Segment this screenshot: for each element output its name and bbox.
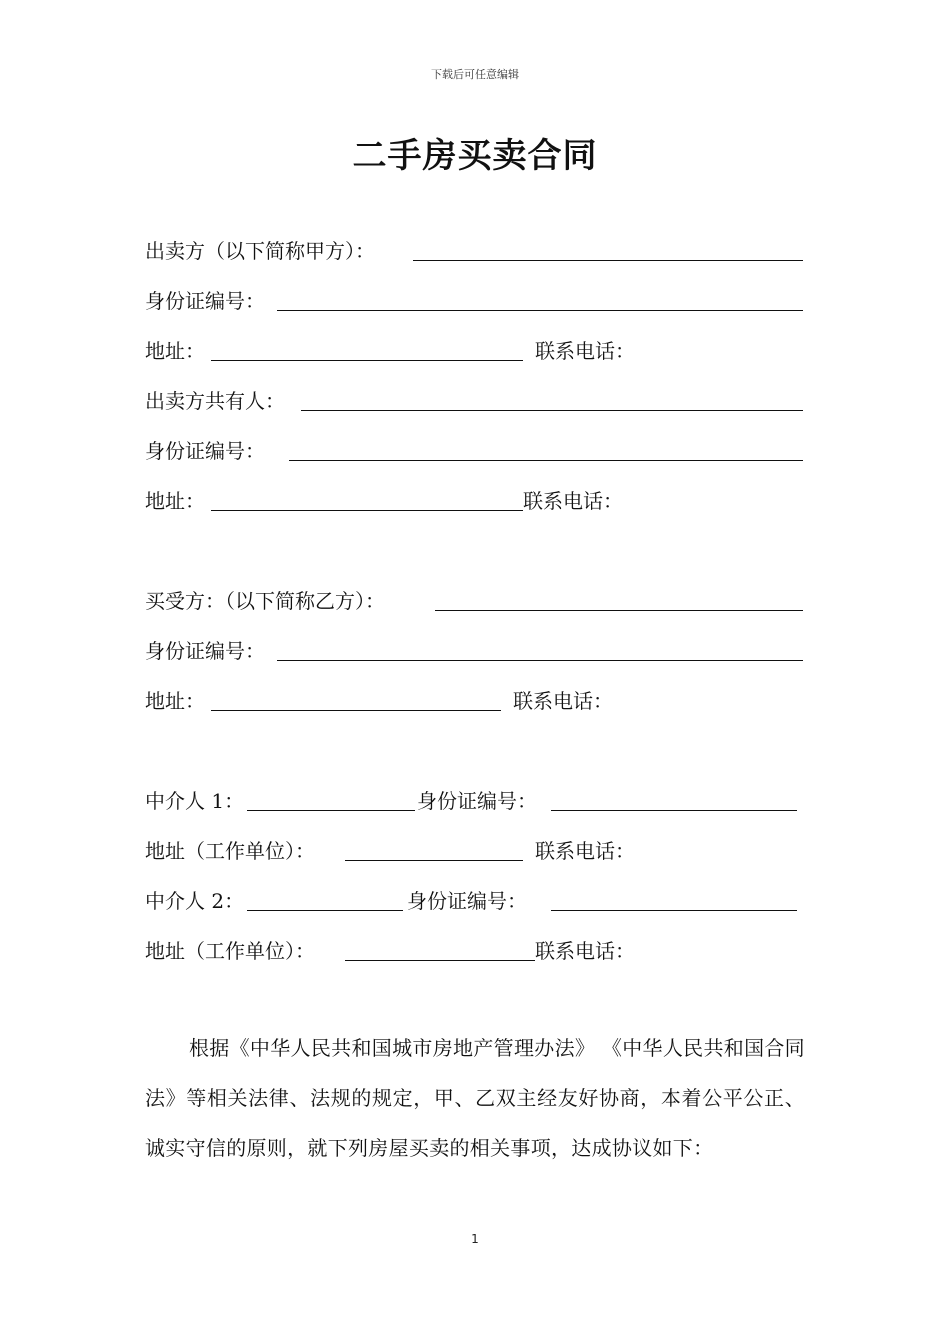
agent1-address-label: 地址（工作单位）： bbox=[145, 839, 315, 863]
buyer-phone-label: 联系电话： bbox=[513, 689, 613, 713]
seller-label: 出卖方（以下简称甲方）： bbox=[145, 239, 375, 263]
document-title: 二手房买卖合同 bbox=[352, 136, 598, 176]
buyer-label: 买受方：（以下简称乙方）： bbox=[145, 589, 385, 613]
agent2-address-field[interactable] bbox=[345, 960, 535, 961]
seller-id-field[interactable] bbox=[277, 310, 803, 311]
coowner-name-field[interactable] bbox=[301, 410, 803, 411]
agent1-id-field[interactable] bbox=[551, 810, 797, 811]
coowner-label: 出卖方共有人： bbox=[145, 389, 285, 413]
agent2-id-field[interactable] bbox=[551, 910, 797, 911]
seller-address-label: 地址： bbox=[145, 339, 205, 363]
agent2-address-label: 地址（工作单位）： bbox=[145, 939, 315, 963]
header-note: 下载后可任意编辑 bbox=[431, 68, 519, 81]
agent2-label: 中介人 2： bbox=[145, 889, 245, 913]
page-number: 1 bbox=[471, 1232, 479, 1246]
intro-paragraph: 根据《中华人民共和国城市房地产管理办法》 《中华人民共和国合同法》等相关法律、法规的规定，甲、乙双主经友好协商，本着公平公正、诚实守信的原则，就下列房屋买卖的相关事项，达成协议如下： bbox=[145, 1036, 805, 1160]
buyer-address-field[interactable] bbox=[211, 710, 501, 711]
seller-address-field[interactable] bbox=[211, 360, 523, 361]
agent2-phone-label: 联系电话： bbox=[535, 939, 635, 963]
seller-phone-label: 联系电话： bbox=[535, 339, 635, 363]
buyer-name-field[interactable] bbox=[435, 610, 803, 611]
coowner-id-field[interactable] bbox=[289, 460, 803, 461]
coowner-address-field[interactable] bbox=[211, 510, 523, 511]
buyer-id-field[interactable] bbox=[277, 660, 803, 661]
coowner-id-label: 身份证编号： bbox=[145, 439, 265, 463]
agent2-name-field[interactable] bbox=[247, 910, 403, 911]
coowner-phone-label: 联系电话： bbox=[523, 489, 623, 513]
agent1-name-field[interactable] bbox=[247, 810, 415, 811]
agent1-phone-label: 联系电话： bbox=[535, 839, 635, 863]
seller-name-field[interactable] bbox=[413, 260, 803, 261]
coowner-address-label: 地址： bbox=[145, 489, 205, 513]
buyer-address-label: 地址： bbox=[145, 689, 205, 713]
buyer-id-label: 身份证编号： bbox=[145, 639, 265, 663]
agent1-address-field[interactable] bbox=[345, 860, 523, 861]
agent2-id-label: 身份证编号： bbox=[407, 889, 527, 913]
agent1-label: 中介人 1： bbox=[145, 789, 245, 813]
agent1-id-label: 身份证编号： bbox=[417, 789, 537, 813]
seller-id-label: 身份证编号： bbox=[145, 289, 265, 313]
